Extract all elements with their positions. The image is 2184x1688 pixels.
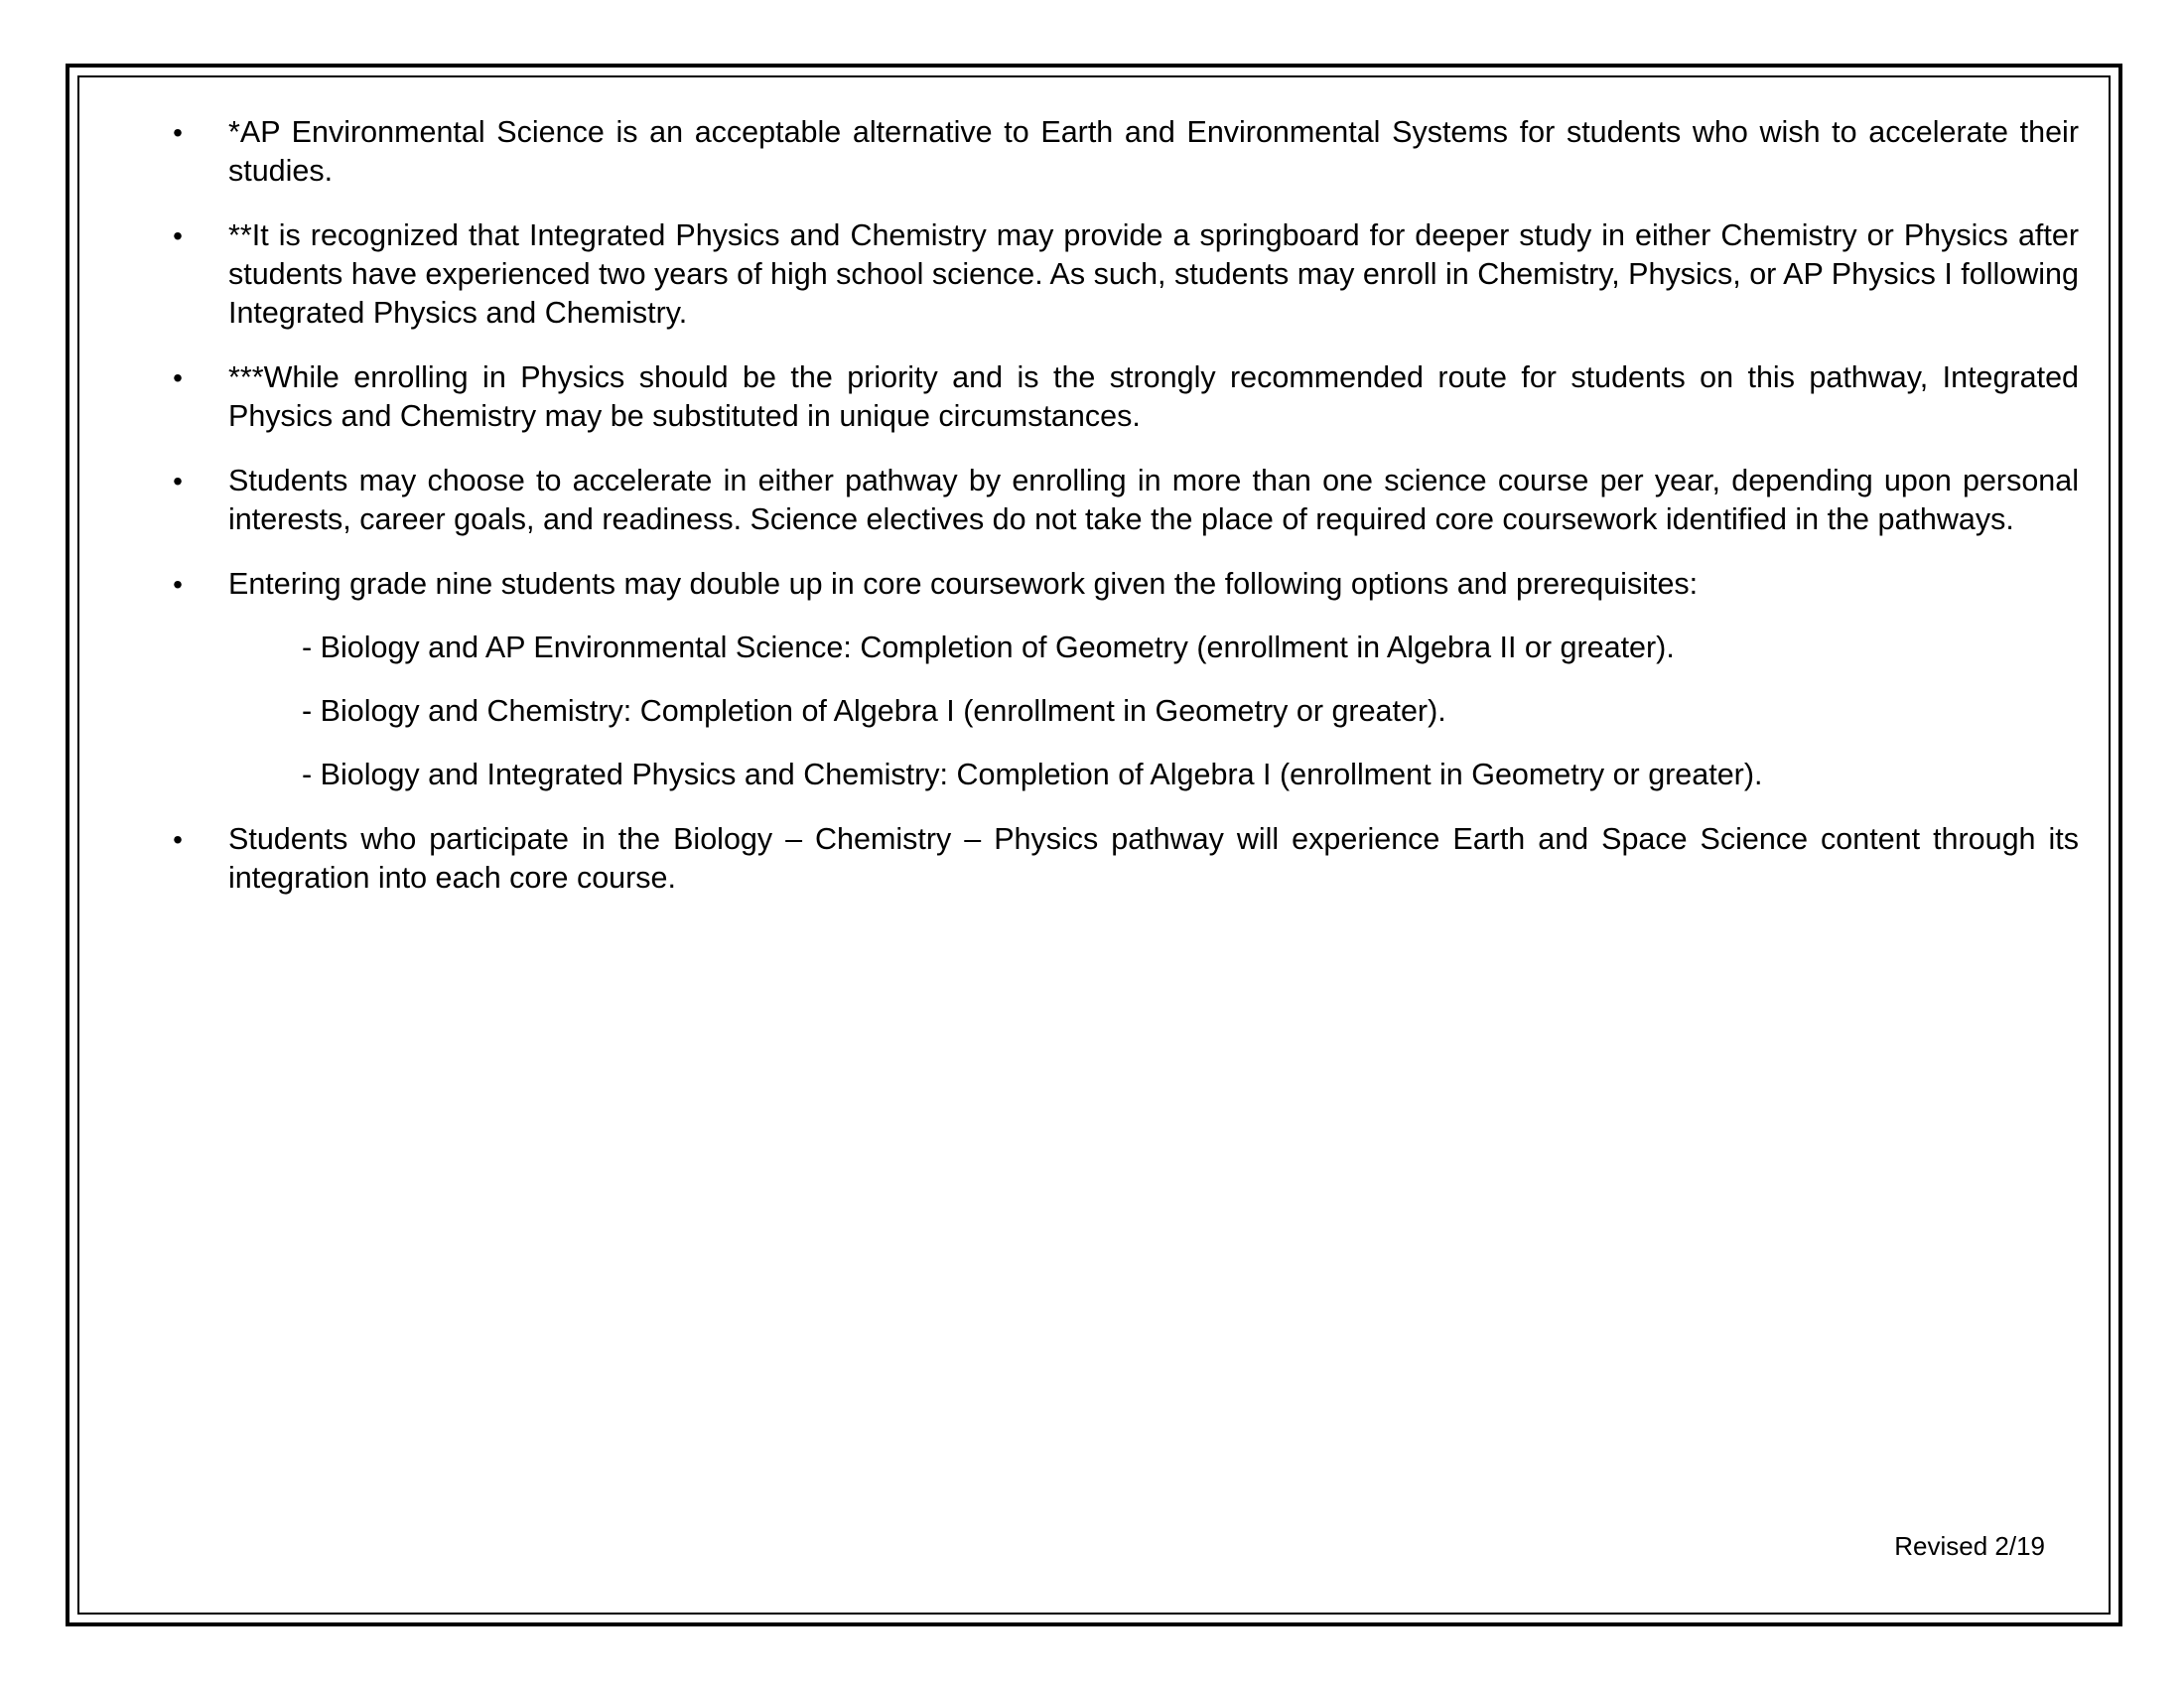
note-item [163,216,2079,333]
bullet-icon: • [173,220,183,251]
bullet-icon: • [173,824,183,855]
note-text: Entering grade nine students may double up in core coursework given the following options and prerequisites: [228,567,1699,601]
bullet-icon: • [173,117,183,148]
note-item [163,462,2079,539]
note-text: **It is recognized that Integrated Physics and Chemistry may provide a springboard for deeper study in either Chemistry or Physics after students have experienced two years of high school science. As such, students may enroll in Chemistry, Physics, or AP Physics I following Integrated Physics and Chemistry. [228,218,2079,330]
double-up-options-list [228,629,2079,794]
page-border [66,64,2122,1626]
note-item [163,820,2079,898]
note-item-double-up [163,565,2079,794]
note-item [163,358,2079,436]
double-up-option: - Biology and Integrated Physics and Chemistry: Completion of Algebra I (enrollment in Geometry or greater). [302,758,1763,791]
note-item [163,113,2079,191]
note-text: ***While enrolling in Physics should be the priority and is the strongly recommended route for students on this pathway, Integrated Physics and Chemistry may be substituted in unique circumstances. [228,360,2079,433]
note-text: *AP Environmental Science is an acceptable alternative to Earth and Environmental Systems for students who wish to accelerate their studies. [228,115,2079,188]
revision-date: Revised 2/19 [1894,1531,2045,1561]
double-up-option: - Biology and AP Environmental Science: Completion of Geometry (enrollment in Algebra II or greater). [302,631,1675,664]
double-up-option: - Biology and Chemistry: Completion of Algebra I (enrollment in Geometry or greater). [302,694,1446,728]
page-border-inner [77,75,2111,1615]
bullet-icon: • [173,466,183,496]
note-text: Students may choose to accelerate in either pathway by enrolling in more than one science course per year, depending upon personal interests, career goals, and readiness. Science electives do not take the place of required core coursework identified in the pathways. [228,464,2079,536]
bullet-icon: • [173,362,183,393]
bullet-icon: • [173,569,183,600]
notes-list [163,113,2079,923]
note-text: Students who participate in the Biology – Chemistry – Physics pathway will experience Earth and Space Science content through its integration into each core course. [228,822,2079,895]
